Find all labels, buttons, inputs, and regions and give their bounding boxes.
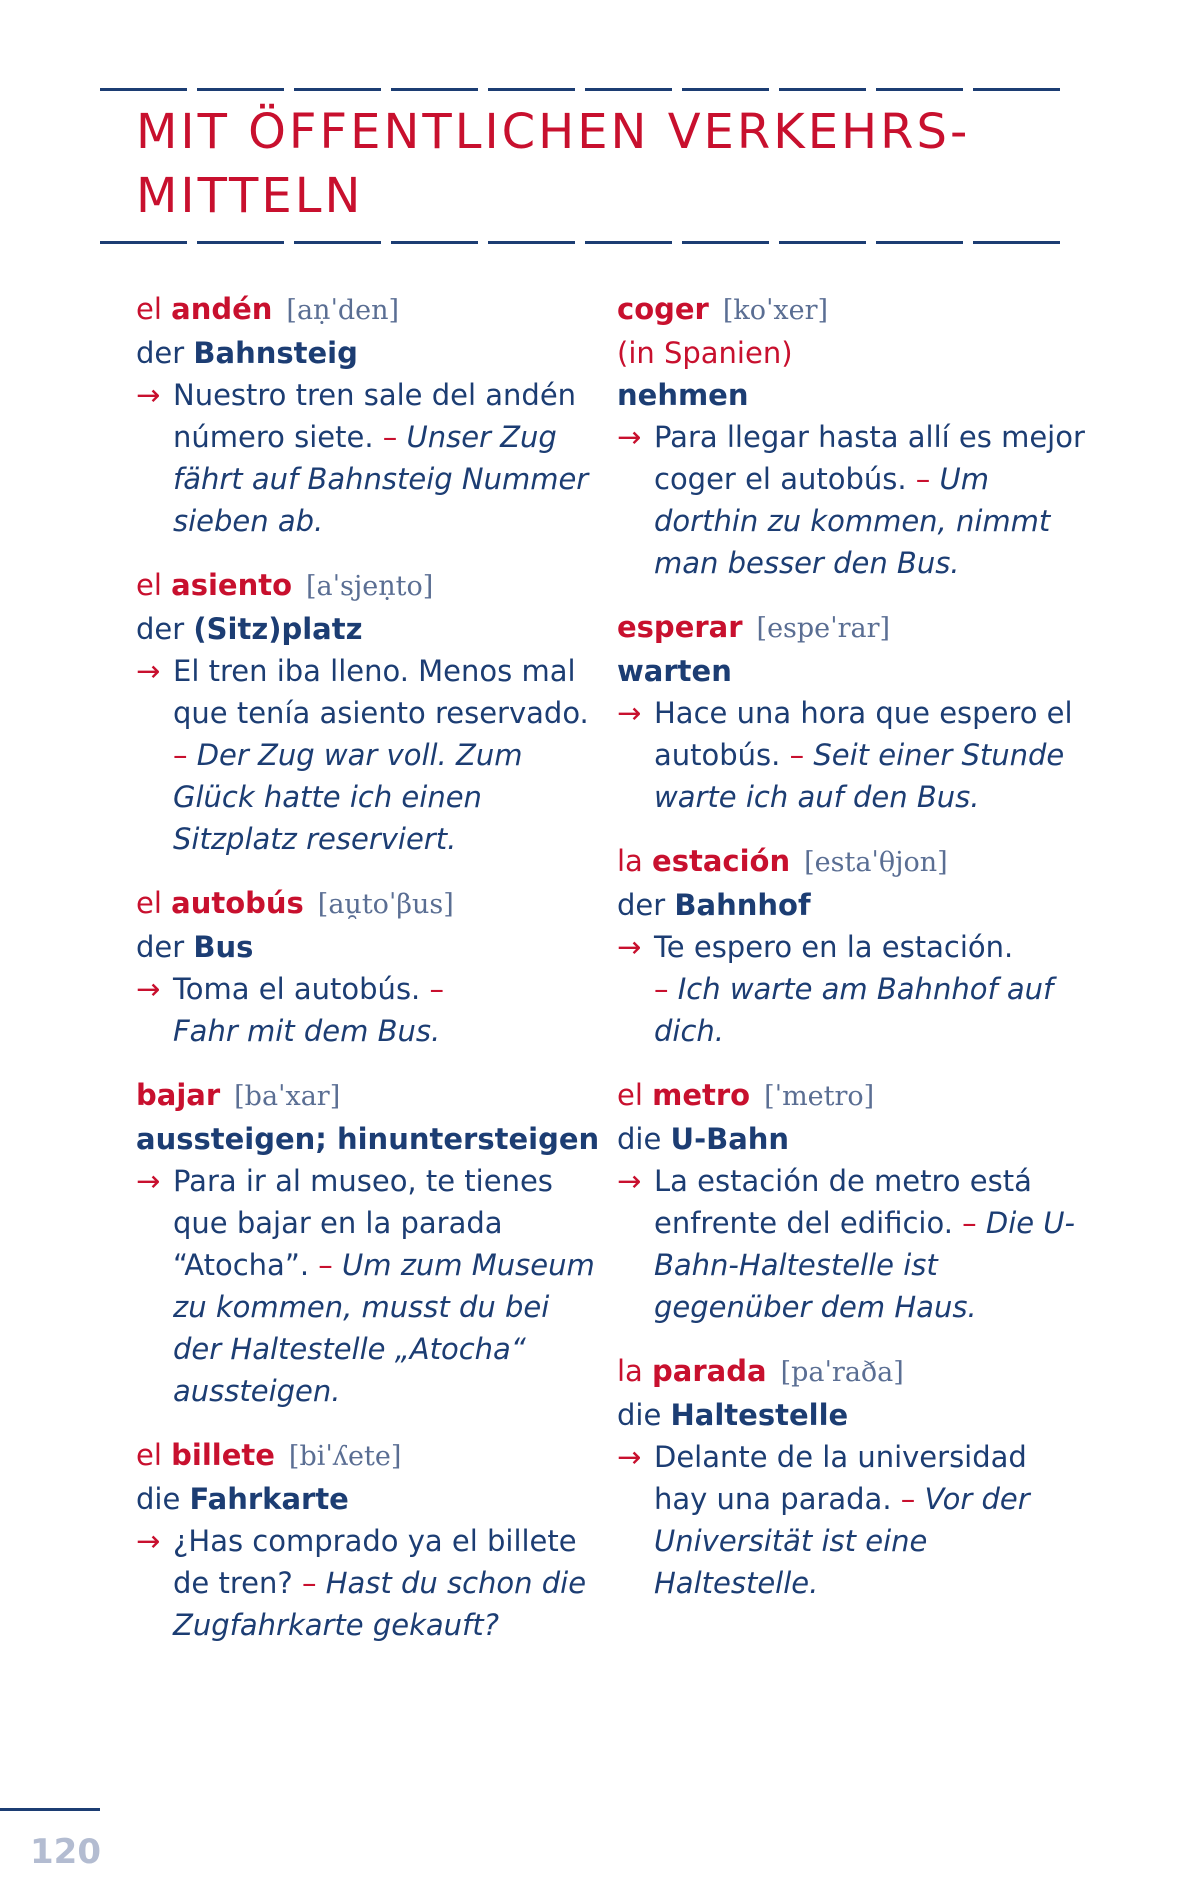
translation-article: die [617,1122,662,1156]
example [136,650,606,860]
translation: Bahnhof [674,888,811,922]
dash: – [789,738,805,772]
example-es: Te espero en la estación. [654,930,1014,964]
entry-estacion [617,840,1087,1052]
example-de: Um zum Museum zu kommen, musst du bei der Haltestelle „Atocha“ aussteigen. [173,1248,595,1408]
example [617,926,1087,1052]
example-de: Ich warte am Bahnhof auf dich. [654,972,1054,1048]
example-de: Seit einer Stunde warte ich auf den Bus. [654,738,1065,814]
headword: parada [652,1354,767,1388]
dash: – [915,462,931,496]
title-line-2: MITTELN [136,168,364,224]
example-es: Para ir al museo, te tienes que bajar en la parada “Atocha”. [173,1164,553,1282]
example-es: Delante de la universidad hay una parada. [654,1440,1027,1516]
article: la [617,1354,643,1388]
entry-bajar [136,1074,606,1412]
arrow-icon: → [136,1164,161,1198]
headword: metro [652,1078,751,1112]
top-rule [100,88,1060,91]
translation-article: die [136,1482,181,1516]
translation-article: der [136,336,185,370]
article: el [136,568,162,602]
page-title [136,100,1036,228]
ipa: [baˈxar] [234,1081,341,1112]
arrow-icon: → [136,1524,161,1558]
left-column [136,288,606,1668]
example [136,374,606,542]
example [136,1520,606,1646]
example [617,692,1087,818]
entry-esperar [617,606,1087,818]
translation: warten [617,654,732,688]
example [136,1160,606,1412]
arrow-icon: → [617,420,642,454]
translation-article: der [136,612,185,646]
headword: estación [652,844,791,878]
ipa: [biˈʎete] [288,1441,402,1472]
translation: Bus [193,930,254,964]
entry-asiento [136,564,606,860]
ipa: [paˈraða] [780,1357,904,1388]
article: el [617,1078,643,1112]
entry-metro [617,1074,1087,1328]
title-bottom-rule [100,241,1060,244]
example [617,1436,1087,1604]
translation: U-Bahn [670,1122,790,1156]
arrow-icon: → [617,696,642,730]
example-es: Nuestro tren sale del andén número siete. [173,378,577,454]
dash: – [173,738,188,772]
headword: coger [617,292,709,326]
translation: Fahrkarte [189,1482,349,1516]
ipa: [koˈxer] [722,295,829,326]
arrow-icon: → [136,654,161,688]
example-de: Hast du schon die Zugfahrkarte gekauft? [173,1566,587,1642]
ipa: [aˈsjeṇto] [306,571,434,602]
headword: billete [171,1438,275,1472]
example-de: Unser Zug fährt auf Bahnsteig Nummer sieben ab. [173,420,589,538]
entry-billete [136,1434,606,1646]
entry-coger [617,288,1087,584]
translation: Haltestelle [670,1398,849,1432]
entry-autobus [136,882,606,1052]
article: la [617,844,643,878]
dash: – [301,1566,317,1600]
example-de: Um dorthin zu kommen, nimmt man besser den Bus. [654,462,1051,580]
entry-parada [617,1350,1087,1604]
arrow-icon: → [617,1440,642,1474]
footer-rule [0,1808,100,1811]
article: el [136,886,162,920]
translation: aussteigen; hinuntersteigen [136,1122,600,1156]
right-column [617,288,1087,1626]
ipa: [estaˈθjon] [804,847,948,878]
example-es: El tren iba lleno. Menos mal que tenía asiento reservado. [173,654,589,730]
ipa: [au̯toˈβus] [317,889,454,920]
example-de: Die U-Bahn-Haltestelle ist gegenüber dem Haus. [654,1206,1075,1324]
example-es: Toma el autobús. [173,972,421,1006]
example-es: Para llegar hasta allí es mejor coger el autobús. [654,420,1085,496]
article: el [136,292,162,326]
usage-note: (in Spanien) [617,336,793,370]
arrow-icon: → [617,930,642,964]
dash: – [429,972,444,1006]
title-line-1: MIT ÖFFENTLICHEN VERKEHRS- [136,104,971,160]
translation: (Sitz)platz [193,612,363,646]
arrow-icon: → [136,972,161,1006]
arrow-icon: → [617,1164,642,1198]
dash: – [318,1248,333,1282]
dash: – [900,1482,916,1516]
translation: nehmen [617,378,749,412]
page-number: 120 [30,1832,101,1872]
translation-article: die [617,1398,662,1432]
headword: asiento [171,568,292,602]
example [617,1160,1087,1328]
headword: autobús [171,886,304,920]
article: el [136,1438,162,1472]
headword: bajar [136,1078,221,1112]
ipa: [espeˈrar] [756,613,891,644]
example-es: La estación de metro está enfrente del edificio. [654,1164,1032,1240]
example-es: ¿Has comprado ya el billete de tren? [173,1524,577,1600]
translation-article: der [617,888,666,922]
example-de: Vor der Universität ist eine Haltestelle. [654,1482,1030,1600]
entry-anden [136,288,606,542]
example [136,968,606,1052]
translation: Bahnsteig [193,336,358,370]
ipa: [aṇˈden] [286,295,400,326]
example [617,416,1087,584]
dash: – [962,1206,977,1240]
dash: – [654,972,669,1006]
headword: andén [171,292,273,326]
example-de: Fahr mit dem Bus. [173,1014,441,1048]
headword: esperar [617,610,743,644]
translation-article: der [136,930,185,964]
dash: – [382,420,398,454]
ipa: [ˈmetro] [764,1081,875,1112]
example-es: Hace una hora que espero el autobús. [654,696,1073,772]
arrow-icon: → [136,378,161,412]
example-de: Der Zug war voll. Zum Glück hatte ich einen Sitzplatz reserviert. [173,738,523,856]
